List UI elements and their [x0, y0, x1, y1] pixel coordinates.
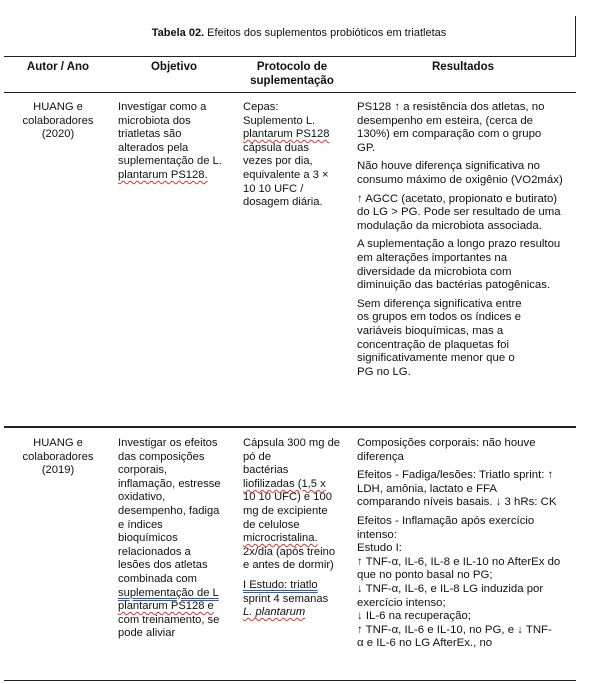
row2-objetivo-line: com treinamento, se [118, 613, 220, 626]
row2-protocolo-line: mg de excipiente [243, 504, 328, 517]
row2-objetivo [118, 437, 240, 641]
result-line: variáveis bioquímicas, mas a [357, 324, 504, 337]
row2-resultados [357, 437, 579, 656]
result-line: GP. [357, 141, 376, 154]
row2-protocolo-line: sprint 4 semanas [243, 592, 329, 605]
table-title-area [0, 0, 598, 56]
row2-objetivo-line: e índices [118, 518, 163, 531]
header-resultados: Resultados [432, 61, 494, 73]
result-line: concentração de plaquetas foi [357, 338, 509, 351]
result-line: consumo máximo de oxigênio (VO2máx) [357, 173, 563, 186]
row2-objetivo-line: inflamação, estresse [118, 477, 221, 490]
result-line: em alterações importantes na [357, 251, 508, 264]
row1-objetivo [118, 101, 236, 183]
result-line: Efeitos - Inflamação após exercício [357, 514, 535, 527]
row1-autor [4, 101, 112, 142]
result-line: diversidade da microbiota com [357, 265, 512, 278]
row2-protocolo-line: bactérias [243, 464, 289, 477]
row2-autor-line: (2019) [41, 464, 75, 477]
result-line: diminuição das bactérias patogênicas. [357, 279, 551, 292]
row2-objetivo-line: Investigar os efeitos [118, 437, 218, 449]
row1-result-paragraph [357, 160, 579, 187]
row2-objetivo-line: bioquímicos [118, 532, 178, 545]
row1-objetivo-line: triatletas são [118, 128, 182, 141]
result-line: desempenho em esteira, (cerca de [357, 114, 534, 127]
row1-protocolo-line: vezes por dia, [243, 155, 313, 168]
result-line: que no ponto basal no PG; [357, 569, 493, 582]
rule-bottom [4, 680, 576, 681]
result-line: PG no LG. [357, 365, 411, 378]
row2-protocolo-line: L. plantarum [243, 606, 306, 619]
result-line: ↓ IL-6 na recuperação; [357, 610, 471, 623]
result-line: os grupos em todos os índices e [357, 311, 521, 324]
row2-result-paragraph [357, 515, 579, 651]
header-protocolo: Protocolo de suplementação [250, 61, 334, 87]
row1-objetivo-line: microbiota dos [118, 114, 191, 127]
result-line: A suplementação a longo prazo resultou [357, 238, 561, 251]
row1-objetivo-line: Investigar como a [118, 101, 207, 113]
row2-objetivo-line: plantarum PS128 e [118, 600, 214, 613]
row1-protocolo-line: equivalente a 3 × [243, 168, 329, 181]
row1-result-paragraph [357, 238, 579, 292]
row2-protocolo-line: 10 10 UFC) e 100 [243, 491, 332, 504]
row2-autor-line: colaboradores [22, 450, 94, 463]
row1-protocolo [243, 101, 349, 210]
result-line: intenso: [357, 528, 397, 541]
row2-objetivo-line: oxidativo, [118, 491, 166, 504]
row2-protocolo-line: de celulose [243, 518, 300, 531]
result-line: α e IL-6 no LG AfterEx., no [357, 637, 493, 650]
row1-result-paragraph [357, 101, 579, 155]
row2-result-paragraph [357, 469, 579, 510]
row1-protocolo-line: Cepas: [243, 101, 279, 113]
row2-protocolo-line: pó de [243, 450, 271, 463]
row2-protocolo-line: microcristalina. [243, 532, 318, 545]
result-line: Composições corporais: não houve [357, 437, 536, 449]
row2-objetivo-line: relacionados a [118, 545, 191, 558]
row2-objetivo-line: corporais, [118, 464, 168, 477]
row2-result-paragraph [357, 437, 579, 464]
table-title-text: Efeitos dos suplementos probióticos em triatletas [204, 27, 447, 39]
result-line: comparando níveis basais. ↓ 3 hRs: CK [357, 496, 557, 509]
table-title-label: Tabela 02. [151, 27, 205, 39]
row1-resultados [357, 101, 579, 384]
row1-autor-line: HUANG e [33, 101, 83, 113]
row1-protocolo-line: Suplemento L. [243, 114, 316, 127]
result-line: LDH, amônia, lactato e FFA [357, 482, 497, 495]
row2-protocolo-line: e antes de dormir) [243, 559, 334, 572]
row1-protocolo-line: cápsula duas [243, 141, 309, 154]
header-autor: Autor / Ano [26, 61, 90, 73]
rule-row-separator [4, 426, 576, 428]
result-line: PS128 ↑ a resistência dos atletas, no [357, 101, 545, 113]
row1-objetivo-line: plantarum PS128. [118, 168, 208, 181]
row1-autor-line: colaboradores [22, 114, 94, 127]
rule-top [4, 56, 576, 57]
row2-objetivo-line: desempenho, fadiga [118, 504, 220, 517]
result-line: do LG > PG. Pode ser resultado de uma [357, 206, 561, 219]
row2-protocolo-line: Cápsula 300 mg de [243, 437, 341, 449]
row1-result-paragraph [357, 298, 579, 380]
row1-protocolo-line: plantarum PS128 [243, 128, 330, 141]
row2-objetivo-line: combinada com [118, 572, 197, 585]
row2-autor [4, 437, 112, 478]
result-line: ↓ TNF-α, IL-6, e IL-8 LG induzida por [357, 582, 544, 595]
row2-protocolo-line: 2x/dia (após treino [243, 545, 336, 558]
row2-objetivo-line: das composições [118, 450, 205, 463]
row1-protocolo-line: dosagem diária. [243, 196, 323, 209]
result-line: significativamente menor que o [357, 352, 515, 365]
row2-objetivo-line: lesões dos atletas [118, 559, 208, 572]
result-line: 130%) em comparação com o grupo [357, 128, 542, 141]
result-line: ↑ TNF-α, IL-6 e IL-10, no PG, e ↓ TNF- [357, 623, 552, 636]
header-objetivo: Objetivo [150, 61, 197, 73]
row1-objetivo-line: suplementação de L. [118, 155, 222, 168]
row1-protocolo-line: 10 10 UFC / [243, 182, 304, 195]
result-line: Sem diferença significativa entre [357, 297, 522, 310]
result-line: Estudo I: [357, 542, 402, 555]
result-line: diferença [357, 450, 404, 463]
row2-protocolo [243, 437, 351, 620]
row1-autor-line: (2020) [41, 128, 75, 141]
table-title [0, 27, 598, 39]
row2-objetivo-line: pode aliviar [118, 627, 176, 640]
row2-autor-line: HUANG e [33, 437, 83, 449]
row2-protocolo-line: liofilizadas (1,5 x [243, 477, 326, 490]
result-line: ↑ TNF-α, IL-6, IL-8 e IL-10 no AfterEx do [357, 555, 561, 568]
row1-objetivo-line: alterados pela [118, 141, 189, 154]
result-line: Efeitos - Fadiga/lesões: Triatlo sprint: ↑ [357, 469, 554, 482]
row2-protocolo-line: I Estudo: triatlo [243, 578, 318, 591]
result-line: Não houve diferença significativa no [357, 160, 540, 173]
row1-result-paragraph [357, 193, 579, 234]
rule-header-bottom [4, 92, 576, 93]
result-line: modulação da microbiota associada. [357, 219, 542, 232]
row2-objetivo-line: suplementação de L [118, 586, 219, 599]
result-line: exercício intenso; [357, 596, 446, 609]
result-line: ↑ AGCC (acetato, propionato e butirato) [357, 192, 558, 205]
